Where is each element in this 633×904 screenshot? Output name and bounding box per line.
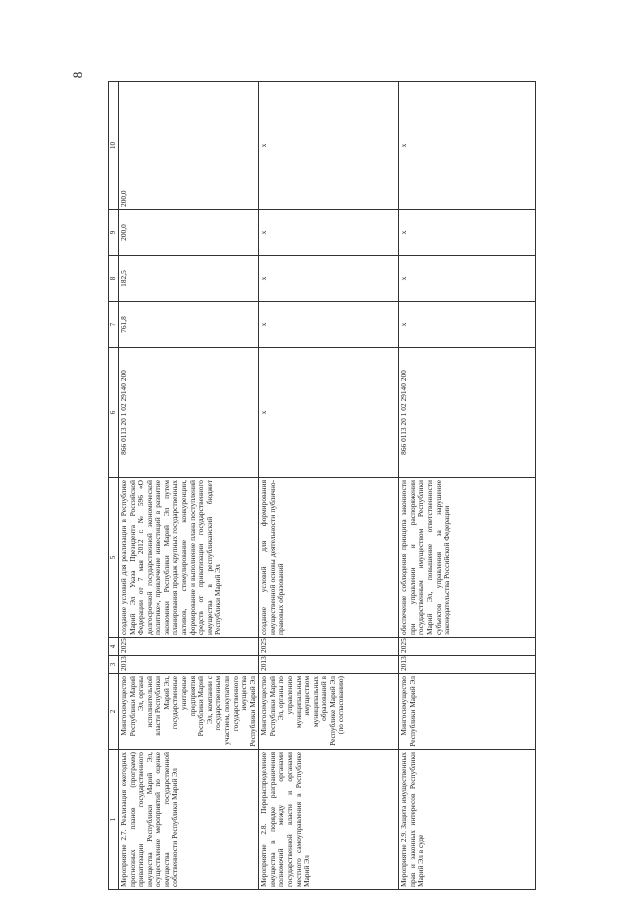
column-header: 1 (109, 750, 119, 890)
table-row (399, 82, 536, 890)
start-year-cell: 2013 (119, 656, 259, 674)
column-header: 6 (109, 348, 119, 478)
column-header: 4 (109, 638, 119, 656)
executor-cell: Мингосимущество Республики Марий Эл (399, 674, 536, 750)
column-header: 9 (109, 210, 119, 256)
table-row (259, 82, 399, 890)
column-header: 5 (109, 478, 119, 638)
value-col9-cell: 200,0 (119, 210, 259, 256)
column-header: 2 (109, 674, 119, 750)
measure-name-cell: Мероприятие 2.7. Реализация ежегодных прогнозных планов (программ) приватизации государственного имущества Республики Марий Эл, осуществление мероприятий по оценке имущества государственной собственности Республики Марий Эл (119, 750, 259, 890)
value-col9-cell: х (399, 210, 536, 256)
header-row (109, 82, 119, 890)
column-header: 8 (109, 256, 119, 302)
budget-code-cell: 866 0113 20 1 02 29140 200 (119, 348, 259, 478)
end-year-cell: 2025 (399, 638, 536, 656)
result-cell: создание условий для формирования имущественной основы деятельности публично-правовых образований (259, 478, 399, 638)
value-col7-cell: х (259, 302, 399, 348)
value-col8-cell: х (259, 256, 399, 302)
value-col10-cell: 200,0 (119, 82, 259, 210)
end-year-cell: 2025 (259, 638, 399, 656)
column-header: 10 (109, 82, 119, 210)
result-cell: создание условий для реализации в Республике Марий Эл Указа Президента Российской Федерации от 7 мая 2012 г. № 596 «О долгосрочной государственной экономической политике», привлечение инвестиций в развитие экономики Республики Марий Эл путем планирования продаж крупных государственных активов, стимулирование конкуренции, формирование и выполнение плана поступлений средств от приватизации государственного имущества в республиканский бюджет Республики Марий Эл (119, 478, 259, 638)
budget-code-cell: х (259, 348, 399, 478)
value-col10-cell: х (399, 82, 536, 210)
executor-cell: Мингосимущество Республики Марий Эл, органы по управлению муниципальным имуществом муниципальных образований в Республике Марий Эл (по согласованию) (259, 674, 399, 750)
end-year-cell: 2025 (119, 638, 259, 656)
value-col7-cell: 761,8 (119, 302, 259, 348)
budget-code-cell: 866 0113 20 1 02 29140 200 (399, 348, 536, 478)
rotated-table-wrapper (108, 82, 524, 890)
table-row (119, 82, 259, 890)
measure-name-cell: Мероприятие 2.9. Защита имущественных прав и законных интересов Республики Марий Эл в суде (399, 750, 536, 890)
column-header: 3 (109, 656, 119, 674)
result-cell: обеспечение соблюдения принципа законности при управлении и распоряжении государственным имуществом Республики Марий Эл, повышение ответственности субъектов управления за нарушение законодательства Российской Федерации (399, 478, 536, 638)
measure-name-cell: Мероприятие 2.8. Перераспределение имущества в порядке разграничения полномочий между органами государственной власти и органами местного самоуправления в Республике Марий Эл (259, 750, 399, 890)
column-header: 7 (109, 302, 119, 348)
value-col8-cell: 182,5 (119, 256, 259, 302)
executor-cell: Мингосимущество Республики Марий Эл, органы исполнительной власти Республики Марий Эл, государственные унитарные предприятия Республики Марий Эл, компании с государственным участием, покупатели государственного имущества Республики Марий Эл (119, 674, 259, 750)
start-year-cell: 2013 (399, 656, 536, 674)
value-col9-cell: х (259, 210, 399, 256)
value-col7-cell: х (399, 302, 536, 348)
page-number: 8 (70, 71, 85, 79)
value-col8-cell: х (399, 256, 536, 302)
value-col10-cell: х (259, 82, 399, 210)
measures-table (108, 81, 536, 890)
start-year-cell: 2013 (259, 656, 399, 674)
